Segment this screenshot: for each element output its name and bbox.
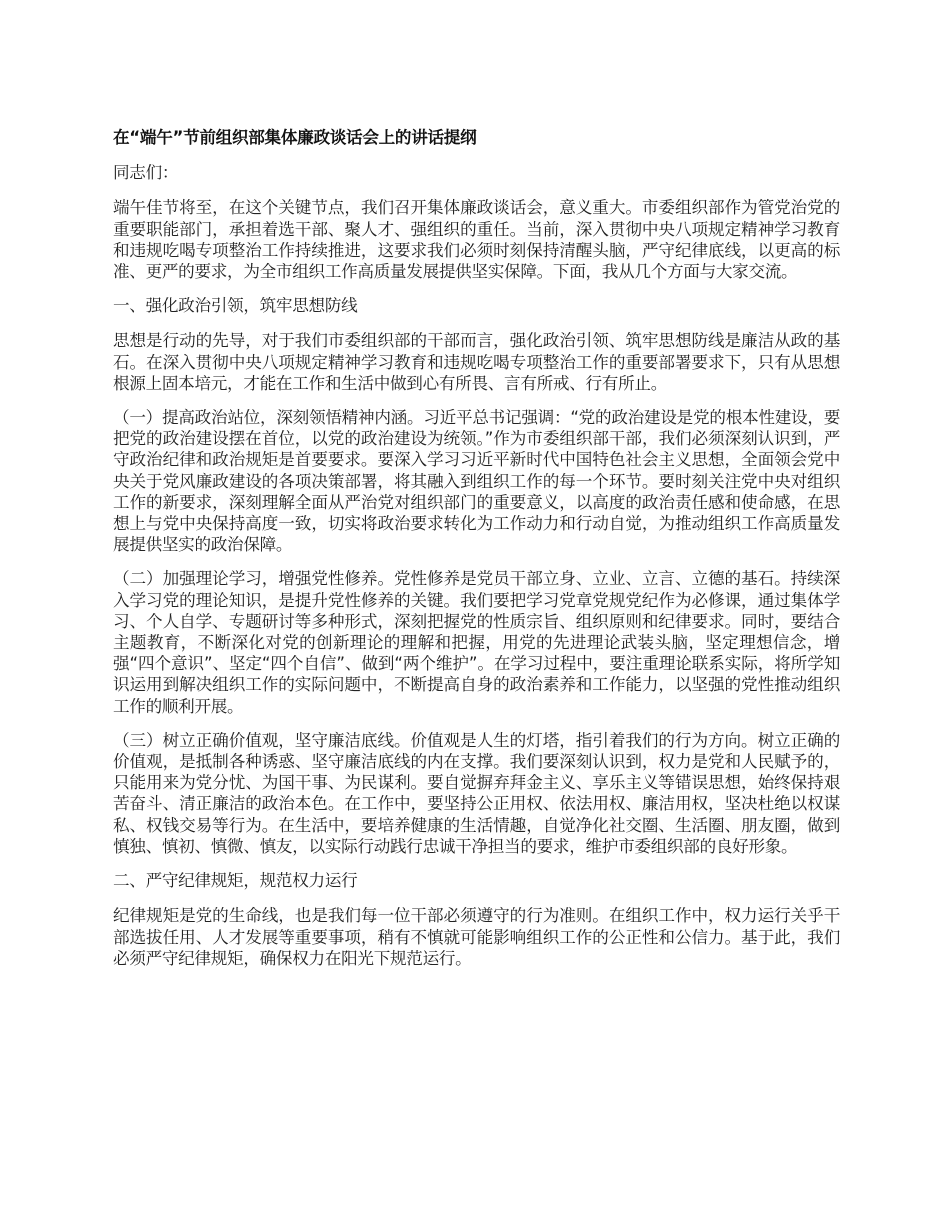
section-heading-2: 二、严守纪律规矩，规范权力运行 xyxy=(113,871,358,891)
section-1-subsection-1: （一）提高政治站位，深刻领悟精神内涵。习近平总书记强调：“党的政治建设是党的根本性建设，要把党的政治建设摆在首位，以党的政治建设为统领。”作为市委组织部干部，我们必须深刻认识到，严守政治纪律和政治规矩是首要要求。要深入学习习近平新时代中国特色社会主义思想，全面领会党中央关于党风廉政建设的各项决策部署，将其融入到组织工作的每一个环节。要时刻关注党中央对组织工作的新要求，深刻理解全面从严治党对组织部门的重要意义，以高度的政治责任感和使命感，在思想上与党中央保持高度一致，切实将政治要求转化为工作动力和行动自觉，为推动组织工作高质量发展提供坚实的政治保障。 xyxy=(113,408,840,555)
salutation: 同志们： xyxy=(113,163,179,183)
intro-paragraph: 端午佳节将至，在这个关键节点，我们召开集体廉政谈话会，意义重大。市委组织部作为管党治党的重要职能部门，承担着选干部、聚人才、强组织的重任。当前，深入贯彻中央八项规定精神学习教育和违规吃喝专项整治工作持续推进，这要求我们必须时刻保持清醒头脑，严守纪律底线，以更高的标准、更严的要求，为全市组织工作高质量发展提供坚实保障。下面，我从几个方面与大家交流。 xyxy=(113,198,840,282)
section-heading-1: 一、强化政治引领，筑牢思想防线 xyxy=(113,296,358,316)
section-1-paragraph: 思想是行动的先导，对于我们市委组织部的干部而言，强化政治引领、筑牢思想防线是廉洁从政的基石。在深入贯彻中央八项规定精神学习教育和违规吃喝专项整治工作的重要部署要求下，只有从思想根源上固本培元，才能在工作和生活中做到心有所畏、言有所戒、行有所止。 xyxy=(113,331,840,393)
document-page xyxy=(113,127,840,982)
section-1-subsection-2: （二）加强理论学习，增强党性修养。党性修养是党员干部立身、立业、立言、立德的基石。持续深入学习党的理论知识，是提升党性修养的关键。我们要把学习党章党规党纪作为必修课，通过集体学习、个人自学、专题研讨等多种形式，深刻把握党的性质宗旨、组织原则和纪律要求。同时，要结合主题教育，不断深化对党的创新理论的理解和把握，用党的先进理论武装头脑，坚定理想信念，增强“四个意识”、坚定“四个自信”、做到“两个维护”。在学习过程中，要注重理论联系实际，将所学知识运用到解决组织工作的实际问题中，不断提高自身的政治素养和工作能力，以坚强的党性推动组织工作的顺利开展。 xyxy=(113,569,840,716)
document-title: 在“端午”节前组织部集体廉政谈话会上的讲话提纲 xyxy=(113,128,477,147)
section-1-subsection-3: （三）树立正确价值观，坚守廉洁底线。价值观是人生的灯塔，指引着我们的行为方向。树立正确的价值观，是抵制各种诱惑、坚守廉洁底线的内在支撑。我们要深刻认识到，权力是党和人民赋予的，只能用来为党分忧、为国干事、为民谋利。要自觉摒弃拜金主义、享乐主义等错误思想，始终保持艰苦奋斗、清正廉洁的政治本色。在工作中，要坚持公正用权、依法用权、廉洁用权，坚决杜绝以权谋私、权钱交易等行为。在生活中，要培养健康的生活情趣，自觉净化社交圈、生活圈、朋友圈，做到慎独、慎初、慎微、慎友，以实际行动践行忠诚干净担当的要求，维护市委组织部的良好形象。 xyxy=(113,730,840,856)
section-2-paragraph: 纪律规矩是党的生命线，也是我们每一位干部必须遵守的行为准则。在组织工作中，权力运行关乎干部选拔任用、人才发展等重要事项，稍有不慎就可能影响组织工作的公正性和公信力。基于此，我们必须严守纪律规矩，确保权力在阳光下规范运行。 xyxy=(113,906,840,968)
